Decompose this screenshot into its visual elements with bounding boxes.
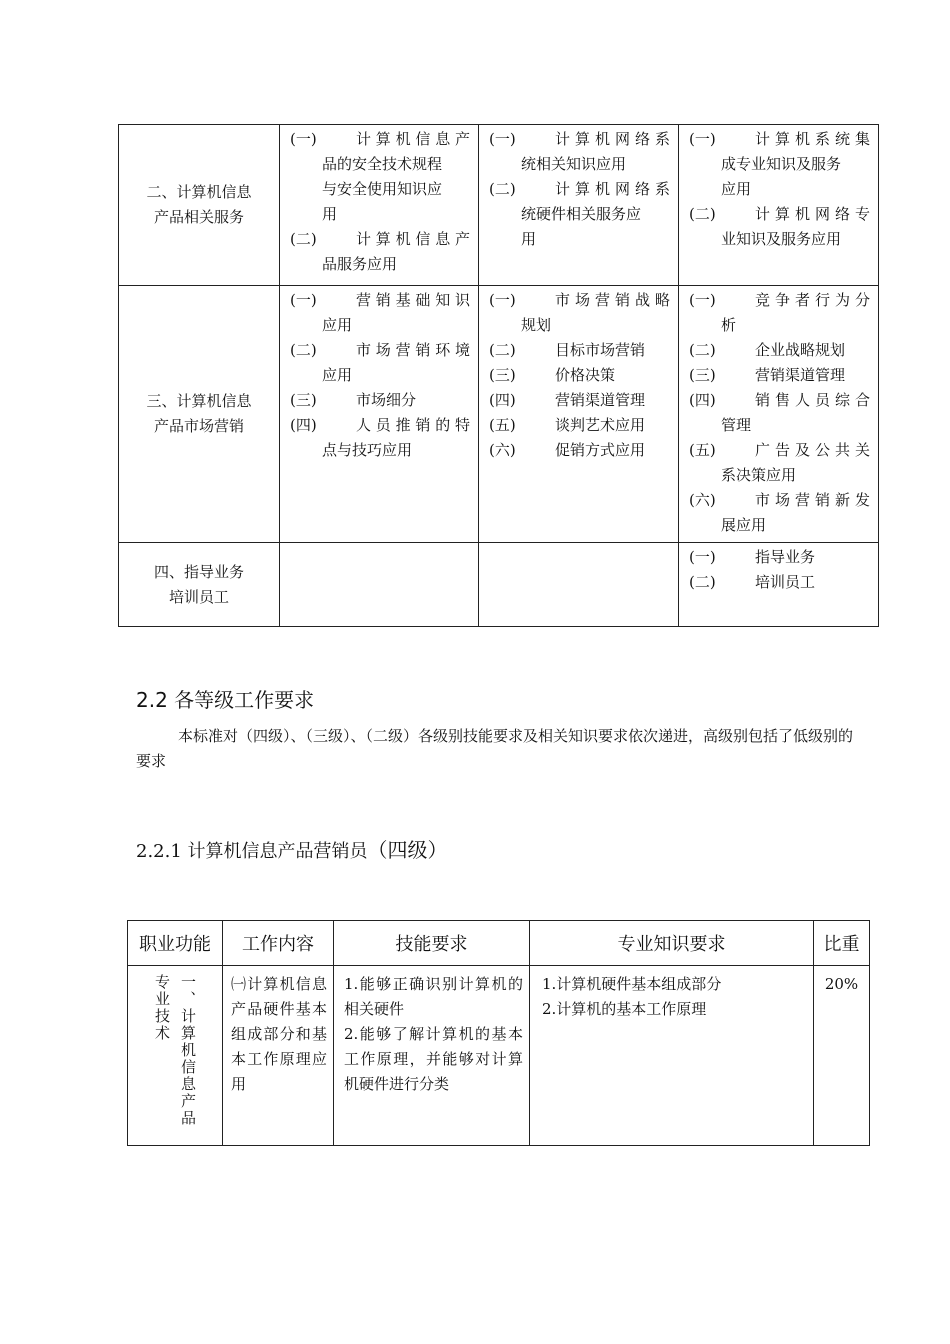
item-text-continued: 系决策应用: [721, 466, 797, 484]
item-number: (五): [689, 441, 716, 459]
item-text-continued: 点与技巧应用: [322, 441, 413, 459]
item-number: (四): [689, 391, 716, 409]
item-text: 计算机网络系: [555, 180, 670, 198]
item-number: (二): [290, 230, 317, 248]
function-line: 产品市场营销: [153, 417, 244, 435]
item-text: 市场营销战略: [555, 291, 670, 309]
item-text-continued: 用: [322, 205, 338, 223]
list-item: [679, 545, 878, 570]
item-text: 计算机信息产: [356, 130, 470, 148]
item-text: 市场细分: [356, 391, 417, 409]
item-text: 促销方式应用: [555, 441, 646, 459]
col3-cell: [479, 125, 679, 286]
list-item: [280, 338, 478, 388]
item-number: (三): [489, 366, 516, 384]
content-cell: ㈠计算机信息产品硬件基本组成部分和基本工作原理应用: [223, 966, 334, 1146]
list-item: [479, 363, 678, 388]
header-skills: 技能要求: [334, 921, 530, 966]
list-item: [679, 363, 878, 388]
item-text-continued: 成专业知识及服务: [721, 155, 842, 173]
item-text-continued: 品的安全技术规程: [322, 155, 443, 173]
item-number: (一): [290, 130, 317, 148]
list-item: [679, 438, 878, 488]
list-item: [280, 413, 478, 463]
item-number: (六): [689, 491, 716, 509]
item-number: (一): [689, 548, 716, 566]
item-text: 人员推销的特: [356, 416, 470, 434]
item-text: 目标市场营销: [555, 341, 646, 359]
item-text-continued: 统硬件相关服务应: [521, 205, 642, 223]
item-number: (二): [689, 205, 716, 223]
function-cell: [119, 125, 280, 286]
item-text: 指导业务: [755, 548, 816, 566]
item-text: 计算机信息产: [356, 230, 470, 248]
item-number: (一): [290, 291, 317, 309]
item-text-continued: 统相关知识应用: [521, 155, 627, 173]
list-item: [479, 288, 678, 338]
occupational-function-table: [118, 124, 879, 627]
item-text: 广告及公共关: [755, 441, 870, 459]
col4-cell: [679, 125, 879, 286]
item-text: 计算机网络专: [755, 205, 870, 223]
item-text: 销售人员综合: [755, 391, 870, 409]
item-text-continued: 应用: [322, 366, 353, 384]
item-number: (四): [489, 391, 516, 409]
item-text: 竞争者行为分: [755, 291, 870, 309]
table-row: [119, 125, 879, 286]
list-item: [679, 388, 878, 438]
item-text-continued: 用: [521, 230, 537, 248]
list-item: [479, 413, 678, 438]
header-weight: 比重: [814, 921, 870, 966]
col2-cell: [280, 543, 479, 627]
header-function: 职业功能: [128, 921, 223, 966]
item-number: (一): [689, 291, 716, 309]
col4-cell: [679, 286, 879, 543]
table-header-row: [128, 921, 870, 966]
item-text: 营销渠道管理: [755, 366, 846, 384]
list-item: [479, 127, 678, 177]
item-number: (二): [689, 573, 716, 591]
item-text: 计算机系统集: [755, 130, 870, 148]
function-cell: [119, 286, 280, 543]
item-number: (一): [489, 130, 516, 148]
item-number: (四): [290, 416, 317, 434]
item-text-continued: 品服务应用: [322, 255, 398, 273]
col3-cell: [479, 286, 679, 543]
item-number: (六): [489, 441, 516, 459]
item-text: 营销基础知识: [356, 291, 470, 309]
list-item: [679, 570, 878, 595]
list-item: [280, 388, 478, 413]
table-row: [119, 286, 879, 543]
skill-item: 1.能够正确识别计算机的相关硬件: [344, 975, 523, 1018]
list-item: [679, 488, 878, 538]
item-number: (二): [689, 341, 716, 359]
skills-cell: [334, 966, 530, 1146]
table-row: [128, 966, 870, 1146]
function-cell: [128, 966, 223, 1146]
item-text-continued: 展应用: [721, 516, 767, 534]
function-line: 四、指导业务: [153, 562, 244, 581]
item-text: 计算机网络系: [555, 130, 670, 148]
col4-cell: [679, 543, 879, 627]
item-text-continued: 业知识及服务应用: [721, 230, 842, 248]
item-text: 价格决策: [555, 366, 616, 384]
list-item: [679, 338, 878, 363]
item-number: (二): [290, 341, 317, 359]
header-content: 工作内容: [223, 921, 334, 966]
list-item: [479, 177, 678, 252]
function-line: 培训员工: [168, 587, 229, 606]
list-item: [280, 227, 478, 277]
skill-item: 2.能够了解计算机的基本工作原理，并能够对计算机硬件进行分类: [344, 1025, 523, 1093]
item-text-continued: 应用: [721, 180, 752, 198]
item-text-continued: 析: [721, 316, 737, 334]
function-line: 三、计算机信息: [146, 392, 252, 410]
function-line: 产品相关服务: [153, 208, 244, 226]
function-text: 一、计算机信息产品专业技术: [153, 974, 197, 1127]
item-text-continued: 规划: [521, 316, 552, 334]
item-text: 培训员工: [755, 573, 816, 591]
knowledge-cell: [530, 966, 814, 1146]
item-text-continued: 与安全使用知识应: [322, 180, 443, 198]
knowledge-item: 1.计算机硬件基本组成部分: [542, 975, 722, 993]
col2-cell: [280, 125, 479, 286]
item-text-continued: 应用: [322, 316, 353, 334]
work-requirements-table: [127, 920, 870, 1146]
list-item: [280, 127, 478, 227]
item-text-continued: 管理: [721, 416, 752, 434]
heading-level: （四级）: [367, 838, 448, 862]
item-number: (一): [689, 130, 716, 148]
item-text: 市场营销新发: [755, 491, 870, 509]
list-item: [679, 127, 878, 202]
item-number: (二): [489, 180, 516, 198]
list-item: [679, 288, 878, 338]
item-number: (一): [489, 291, 516, 309]
list-item: [280, 288, 478, 338]
function-line: 二、计算机信息: [146, 183, 252, 201]
item-number: (二): [489, 341, 516, 359]
col3-cell: [479, 543, 679, 627]
header-knowledge: 专业知识要求: [530, 921, 814, 966]
item-text: 谈判艺术应用: [555, 416, 646, 434]
list-item: [679, 202, 878, 252]
heading-main: 2.2.1 计算机信息产品营销员: [136, 841, 368, 862]
item-text: 营销渠道管理: [555, 391, 646, 409]
list-item: [479, 388, 678, 413]
item-number: (三): [689, 366, 716, 384]
section-heading-2-2: 2.2 各等级工作要求: [136, 688, 315, 712]
col2-cell: [280, 286, 479, 543]
list-item: [479, 338, 678, 363]
list-item: [479, 438, 678, 463]
item-number: (五): [489, 416, 516, 434]
function-cell: [119, 543, 280, 627]
table-row: [119, 543, 879, 627]
section-paragraph: 本标准对（四级）、（三级）、（二级）各级别技能要求及相关知识要求依次递进，高级别包括了低级别的要求: [136, 727, 854, 770]
section-heading-2-2-1: [136, 834, 448, 863]
weight-cell: 20%: [814, 966, 870, 1146]
item-text: 企业战略规划: [755, 341, 846, 359]
knowledge-item: 2.计算机的基本工作原理: [542, 1000, 707, 1018]
item-number: (三): [290, 391, 317, 409]
item-text: 市场营销环境: [356, 341, 470, 359]
